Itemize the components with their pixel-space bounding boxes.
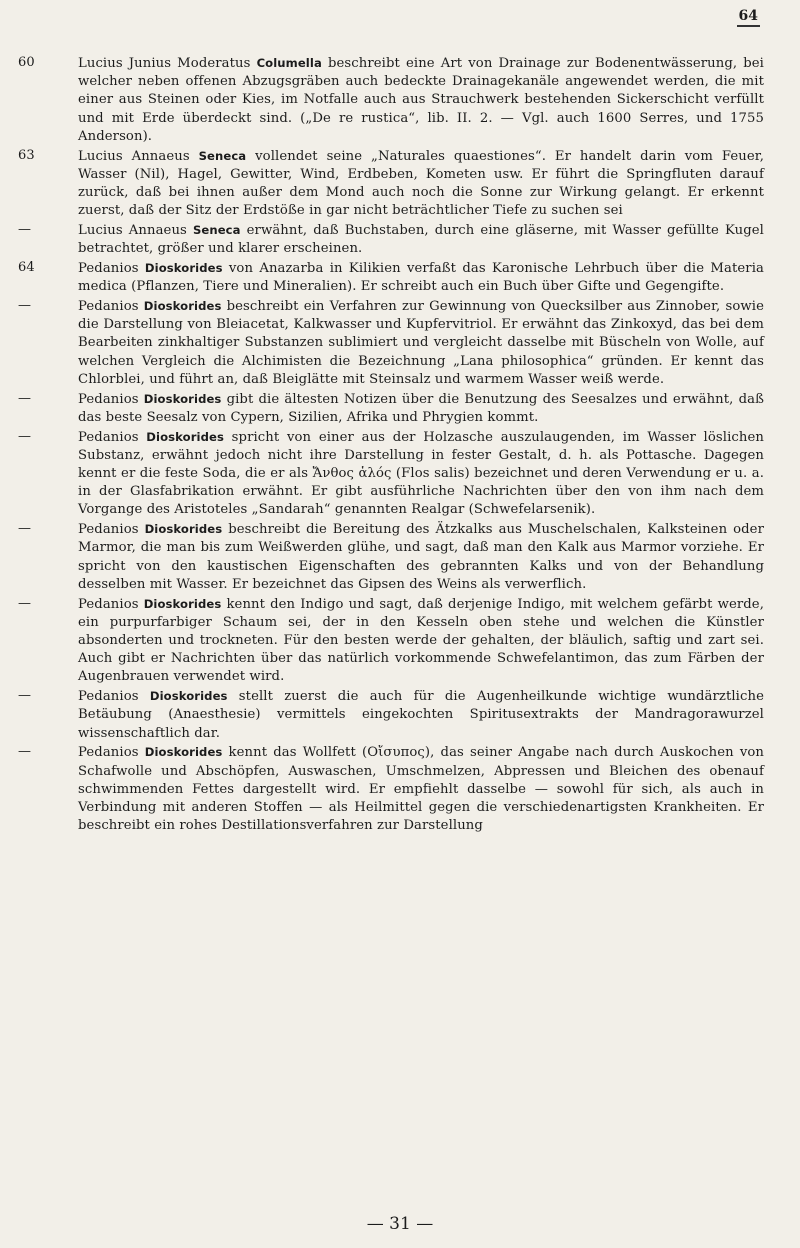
entry-person: Dioskorides [144, 261, 223, 276]
entry-text: Lucius Junius Moderatus Columella beschreibt eine Art von Drainage zur Bodenentwässerung, bei welcher neben offenen Abzugsgräben auch bedeckte Drainagekanäle angewendet werden, die mit einer aus Steinen oder Kies, im Notfalle auch aus Strauchwerk bestehenden Sickerschicht verfüllt und mit Erde überdeckt sind. („De re rustica“, lib. II. 2. — Vgl. auch 1600 Serres, und 1755 Anderson). [78, 56, 764, 144]
entry-text: Pedanios Dioskorides kennt das Wollfett (Οἴσυπος), das seiner Angabe nach durch Auskochen von Schafwolle und Abschöpfen, Auswaschen, Umschmelzen, Abpressen und Bleichen des obenauf schwimmenden Fettes dargestellt wird. Er empfiehlt dasselbe — sowohl für sich, als auch in Verbindung mit anderen Stoffen — als Heilmittel gegen die verschiedenartigsten Krankheiten. Er beschreibt ein rohes Destillationsverfahren zur Darstellung [78, 745, 765, 834]
entry-year: — [18, 390, 32, 406]
entry-person: Dioskorides [144, 745, 223, 760]
page-number-header: 64 [737, 8, 760, 27]
entry [18, 743, 765, 835]
entry-person: Seneca [192, 223, 241, 238]
page-footer-number: — 31 — [366, 1214, 434, 1234]
entry [18, 147, 765, 221]
entry-year: — [18, 744, 32, 760]
entry [18, 428, 764, 520]
entry-text: Pedanios Dioskorides gibt die ältesten Notizen über die Benutzung des Seesalzes und erwähnt, daß das beste Seesalz von Cypern, Sizilien, Afrika und Phrygien kommt. [78, 391, 764, 425]
entry-text: Pedanios Dioskorides beschreibt ein Verfahren zur Gewinnung von Quecksilber aus Zinnober, sowie die Darstellung von Bleiacetat, Kalkwasser und Kupfervitriol. Er erwähnt das Zinkoxyd, das bei dem Bearbeiten zinkhaltiger Substanzen sublimiert und vergleicht dasselbe mit Büscheln von Wolle, auf welchen Vergleich die Alchimisten die Bezeichnung „Lana philosophica“ gründen. Er kennt das Chlorblei, und führt an, daß Bleiglätte mit Steinsalz und warmem Wasser weiß werde. [78, 299, 764, 387]
entry-year: 64 [18, 260, 35, 276]
entry-person: Seneca [198, 148, 247, 163]
entry-text: Pedanios Dioskorides kennt den Indigo und sagt, daß derjenige Indigo, mit welchem gefärbt werde, ein purpurfarbiger Schaum sei, der in den Kesseln oben stehe und welchen die Künstler absonderten und trockneten. Für den besten werde der gehalten, der bläulich, saftig und zart sei. Auch gibt er Nachrichten über das natürlich vorkommende Schwefelantimon, das zum Färben der Augenbrauen verwendet wird. [78, 596, 765, 685]
entry-person: Dioskorides [144, 522, 223, 537]
entry-person: Columella [256, 56, 322, 70]
entry-text: Lucius Annaeus Seneca erwähnt, daß Buchstaben, durch eine gläserne, mit Wasser gefüllte Kugel betrachtet, größer und klarer erscheinen. [78, 223, 764, 257]
entry-person: Dioskorides [143, 391, 222, 406]
entry-year: — [18, 298, 32, 314]
entry [18, 520, 764, 594]
entry-year: 60 [18, 55, 35, 70]
entry [18, 687, 764, 743]
entry-year: — [18, 595, 32, 611]
entry-person: Dioskorides [149, 689, 228, 704]
entry-text: Pedanios Dioskorides spricht von einer aus der Holzasche auszulaugenden, im Wasser löslichen Substanz, erwähnt jedoch nicht ihre Darstellung in fester Gestalt, d. h. als Pottasche. Dagegen kennt er die feste Soda, die er als Ἄνθος ἁλός (Flos salis) bezeichnet und deren Verwendung er u. a. in der Glasfabrikation erwähnt. Er gibt ausführliche Nachrichten über den von ihm nach dem Vorgange des Aristoteles „Sandarah“ genannten Realgar (Schwefelarsenik). [78, 429, 764, 518]
entry [18, 297, 764, 389]
entry-year: — [18, 222, 32, 238]
entry-year: — [18, 688, 32, 704]
entry-text: Lucius Annaeus Seneca vollendet seine „Naturales quaestiones“. Er handelt darin vom Feuer, Wasser (Nil), Hagel, Gewitter, Wind, Erdbeben, Kometen usw. Er führt die Springfluten darauf zurück, daß bei ihnen außer dem Mond auch noch die Sonne zur Wirkung gelangt. Er erkennt zuerst, daß der Sitz der Erdstöße in gar nicht beträchtlicher Tiefe zu suchen sei [78, 148, 765, 219]
entry-person: Dioskorides [143, 596, 222, 611]
entry [18, 54, 764, 146]
entry [18, 221, 764, 258]
entry-year: — [18, 521, 32, 537]
entry [18, 595, 765, 687]
entry-text: Pedanios Dioskorides beschreibt die Bereitung des Ätzkalks aus Muschelschalen, Kalksteinen oder Marmor, die man bis zum Weißwerden glühe, und sagt, daß man den Kalk aus Marmor vorziehe. Er spricht von den kaustischen Eigenschaften des gebrannten Kalks und von der Behandlung desselben mit Wasser. Er bezeichnet das Gipsen des Weins als verwerflich. [78, 522, 764, 592]
entry-year: 63 [18, 147, 35, 163]
entry-year: — [18, 428, 32, 444]
entry [18, 259, 764, 296]
entry-person: Dioskorides [146, 429, 224, 444]
entry-person: Dioskorides [143, 299, 222, 314]
chronology-entries [18, 54, 765, 836]
entry-text: Pedanios Dioskorides stellt zuerst die auch für die Augenheilkunde wichtige wundärztliche Betäubung (Anaesthesie) vermittels eingekochten Spiritusextrakts der Mandragorawurzel wissenschaftlich dar. [78, 689, 764, 741]
entry-text: Pedanios Dioskorides von Anazarba in Kilikien verfaßt das Karonische Lehrbuch über die Materia medica (Pflanzen, Tiere und Mineralien). Er schreibt auch ein Buch über Gifte und Gegengifte. [78, 261, 764, 295]
entry [18, 390, 764, 427]
